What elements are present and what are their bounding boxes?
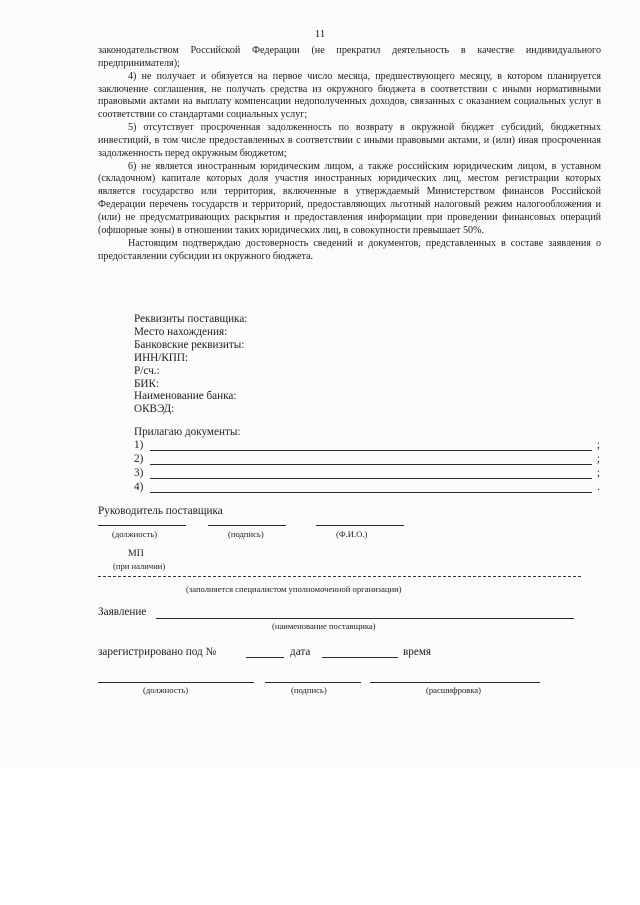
body-text: [98, 45, 601, 263]
attachment-line[interactable]: [150, 478, 592, 479]
attachment-row[interactable]: [134, 439, 600, 453]
paragraph-confirmation: Настоящим подтверждаю достоверность сведений и документов, представленных в составе заявления о предоставлении субсидии из окружного бюджета.: [98, 237, 601, 262]
attachments-title: Прилагаю документы:: [134, 426, 241, 438]
requisite-bank-name: Наименование банка:: [134, 390, 237, 403]
head-fio-line[interactable]: [316, 525, 404, 526]
date-line[interactable]: [322, 657, 398, 658]
head-signature-line[interactable]: [208, 525, 286, 526]
requisite-bik: БИК:: [134, 377, 160, 390]
paragraph-item-5: 5) отсутствует просроченная задолженность по возврату в окружной бюджет субсидий, бюджетных инвестиций, в том числе предоставленных в соответствии с иными правовыми актами, и (или) иная просроченная задолженность перед окружным бюджетом;: [98, 122, 601, 159]
attachment-number: 3): [134, 467, 144, 479]
attachment-line[interactable]: [150, 464, 592, 465]
official-position-caption: (должность): [143, 685, 189, 695]
fio-caption: (Ф.И.О.): [336, 529, 368, 539]
supplier-name-caption: (наименование поставщика): [272, 621, 376, 631]
official-signature-line[interactable]: [265, 682, 361, 683]
attachment-row[interactable]: [134, 453, 600, 467]
attachment-line[interactable]: [150, 450, 592, 451]
official-signature-caption: (подпись): [291, 685, 327, 695]
stamp-place-label: МП: [128, 548, 144, 559]
attachment-row[interactable]: [134, 467, 600, 481]
filled-by-specialist-caption: (заполняется специалистом уполномоченной организации): [186, 584, 402, 594]
supplier-name-line[interactable]: [156, 618, 574, 619]
attachment-row[interactable]: [134, 481, 600, 495]
attachment-number: 4): [134, 481, 144, 493]
time-label: время: [403, 646, 432, 658]
position-caption: (должность): [112, 529, 158, 539]
attachment-number: 1): [134, 439, 144, 451]
requisites-heading: Реквизиты поставщика:: [134, 313, 248, 325]
head-of-supplier-label: Руководитель поставщика: [98, 505, 223, 517]
cut-line-divider: [98, 576, 581, 577]
requisite-bank-details: Банковские реквизиты:: [134, 338, 245, 351]
supplier-requisites: [134, 313, 247, 416]
requisite-account: Р/сч.:: [134, 364, 160, 377]
page-number: 11: [314, 28, 326, 40]
registration-number-line[interactable]: [246, 657, 284, 658]
date-label: дата: [290, 646, 311, 658]
requisite-okved: ОКВЭД:: [134, 403, 175, 416]
head-position-line[interactable]: [98, 525, 186, 526]
official-decode-line[interactable]: [370, 682, 540, 683]
signature-caption: (подпись): [228, 529, 264, 539]
attachment-end-mark: ;: [596, 453, 600, 465]
stamp-if-any-caption: (при наличии): [113, 561, 166, 571]
attachment-end-mark: ;: [596, 439, 600, 451]
requisite-inn-kpp: ИНН/КПП:: [134, 351, 189, 364]
registered-under-label: зарегистрировано под №: [98, 646, 217, 658]
paragraph-item-6: 6) не является иностранным юридическим лицом, а также российским юридическим лицом, в уставном (складочном) капитале которых доля участия иностранных юридических лиц, местом регистрации которых является государство или территория, включенные в утверждаемый Министерством финансов Российской Федерации перечень государств и территорий, предоставляющих льготный налоговый режим налогообложения и (или) не предусматривающих раскрытия и предоставления информации при проведении финансовых операций (офшорные зоны) в отношении таких юридических лиц, в совокупности превышает 50%.: [98, 160, 601, 236]
requisite-location: Место нахождения:: [134, 325, 228, 338]
statement-label: Заявление: [98, 606, 147, 618]
attachment-line[interactable]: [150, 492, 592, 493]
blank-area-below-page: [0, 768, 640, 905]
official-position-line[interactable]: [98, 682, 254, 683]
attachment-number: 2): [134, 453, 144, 465]
paragraph-item-4: 4) не получает и обязуется на первое число месяца, предшествующего месяцу, в котором планируется заключение соглашения, не получать средства из окружного бюджета в соответствии с иными нормативными правовыми актами на выплату компенсации недополученных доходов, связанных с оказанием социальных услуг в соответствии со стандартами социальных услуг;: [98, 70, 601, 121]
official-decode-caption: (расшифровка): [426, 685, 481, 695]
paragraph-law-continuation: законодательством Российской Федерации (не прекратил деятельность в качестве индивидуального предпринимателя);: [98, 45, 601, 69]
attachment-end-mark: ;: [596, 467, 600, 479]
attachment-end-mark: .: [597, 481, 600, 493]
